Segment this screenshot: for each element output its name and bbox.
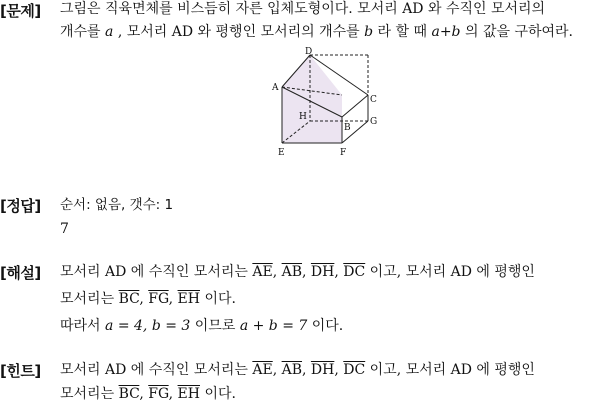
edge-label: $\overline{FG}$ bbox=[148, 291, 169, 307]
expl-l1-prefix: 모서리 AD 에 수직인 모서리는 bbox=[60, 264, 248, 280]
problem-text-2b: , 모서리 AD 와 평행인 모서리의 개수를 bbox=[117, 24, 360, 40]
label-H: H bbox=[299, 112, 307, 122]
expl-l2-suffix: 이다. bbox=[204, 291, 236, 307]
edge-label: $\overline{BC}$ bbox=[118, 386, 140, 402]
expl-l2-prefix: 모서리는 bbox=[60, 291, 115, 307]
edge-label: $\overline{DH}$ bbox=[310, 362, 335, 378]
edge-label: $\overline{DH}$ bbox=[310, 264, 335, 280]
label-A: A bbox=[272, 83, 279, 93]
problem-line-1 bbox=[60, 0, 545, 19]
edge-label: $\overline{DC}$ bbox=[343, 362, 366, 378]
hint-l2-prefix: 모서리는 bbox=[60, 386, 115, 402]
hint-l2-suffix: 이다. bbox=[204, 386, 236, 402]
edge-label: $\overline{AB}$ bbox=[281, 264, 303, 280]
problem-text-2c: 라 할 때 bbox=[377, 24, 428, 40]
label-C: C bbox=[370, 95, 377, 105]
problem-line-2 bbox=[60, 22, 573, 42]
label-B: B bbox=[344, 123, 351, 133]
edge-label: $\overline{DC}$ bbox=[343, 264, 366, 280]
edge-label: $\overline{EH}$ bbox=[177, 291, 200, 307]
expl-l3-math: a = 4, b = 3 bbox=[105, 318, 191, 334]
expl-l3-prefix: 따라서 bbox=[60, 318, 101, 334]
explanation-line-1: 모서리 AD 에 수직인 모서리는 $\overline{AE}$, $\overline{AB}$, $\overline{DH}$, $\overline{DC}$ 이고, 모서리 AD 에 평행인 bbox=[60, 264, 535, 280]
var-b: b bbox=[364, 24, 374, 40]
explanation-line-2: 모서리는 $\overline{BC}$, $\overline{FG}$, $\overline{EH}$ 이다. bbox=[60, 291, 236, 307]
hint-l1-prefix: 모서리 AD 에 수직인 모서리는 bbox=[60, 362, 248, 378]
label-G: G bbox=[370, 117, 378, 127]
answer-line-2: 7 bbox=[60, 221, 69, 237]
edge-BC bbox=[342, 95, 368, 117]
hint-tag: [힌트] bbox=[0, 362, 41, 380]
expl-l3-suffix: 이다. bbox=[311, 318, 344, 334]
expr-a-plus-b: a+b bbox=[431, 24, 461, 40]
problem-text-2a: 개수를 bbox=[60, 24, 101, 40]
problem-text-1: 그림은 직육면체를 비스듬히 자른 입체도형이다. 모서리 AD 와 수직인 모서리의 bbox=[60, 1, 546, 17]
edge-label: $\overline{AB}$ bbox=[281, 362, 303, 378]
answer-tag: [정답] bbox=[0, 197, 41, 215]
var-a: a bbox=[105, 24, 114, 40]
label-F: F bbox=[340, 148, 347, 158]
label-E: E bbox=[278, 148, 285, 158]
edge-label: $\overline{FG}$ bbox=[148, 386, 169, 402]
edge-label: $\overline{AE}$ bbox=[252, 362, 273, 378]
edge-label: $\overline{EH}$ bbox=[177, 386, 200, 402]
expl-l3-math2: a + b = 7 bbox=[239, 318, 308, 334]
hint-line-2: 모서리는 $\overline{BC}$, $\overline{FG}$, $\overline{EH}$ 이다. bbox=[60, 386, 236, 402]
explanation-line-3 bbox=[60, 316, 343, 336]
edge-label: $\overline{AE}$ bbox=[252, 264, 273, 280]
hint-line-1: 모서리 AD 에 수직인 모서리는 $\overline{AE}$, $\overline{AB}$, $\overline{DH}$, $\overline{DC}$ 이고, 모서리 AD 에 평행인 bbox=[60, 362, 535, 378]
shaded-face-front bbox=[282, 55, 342, 143]
hint-l1-suffix: 이고, 모서리 AD 에 평행인 bbox=[369, 362, 535, 378]
problem-text-2d: 의 값을 구하여라. bbox=[464, 24, 574, 40]
expl-l1-suffix: 이고, 모서리 AD 에 평행인 bbox=[369, 264, 535, 280]
problem-tag: [문제] bbox=[0, 2, 41, 20]
expl-l3-mid: 이므로 bbox=[194, 318, 236, 334]
label-D: D bbox=[305, 47, 313, 57]
answer-line-1: 순서: 없음, 갯수: 1 bbox=[60, 197, 174, 213]
solid-figure bbox=[270, 45, 390, 160]
edge-label: $\overline{BC}$ bbox=[118, 291, 140, 307]
explanation-tag: [해설] bbox=[0, 264, 41, 282]
